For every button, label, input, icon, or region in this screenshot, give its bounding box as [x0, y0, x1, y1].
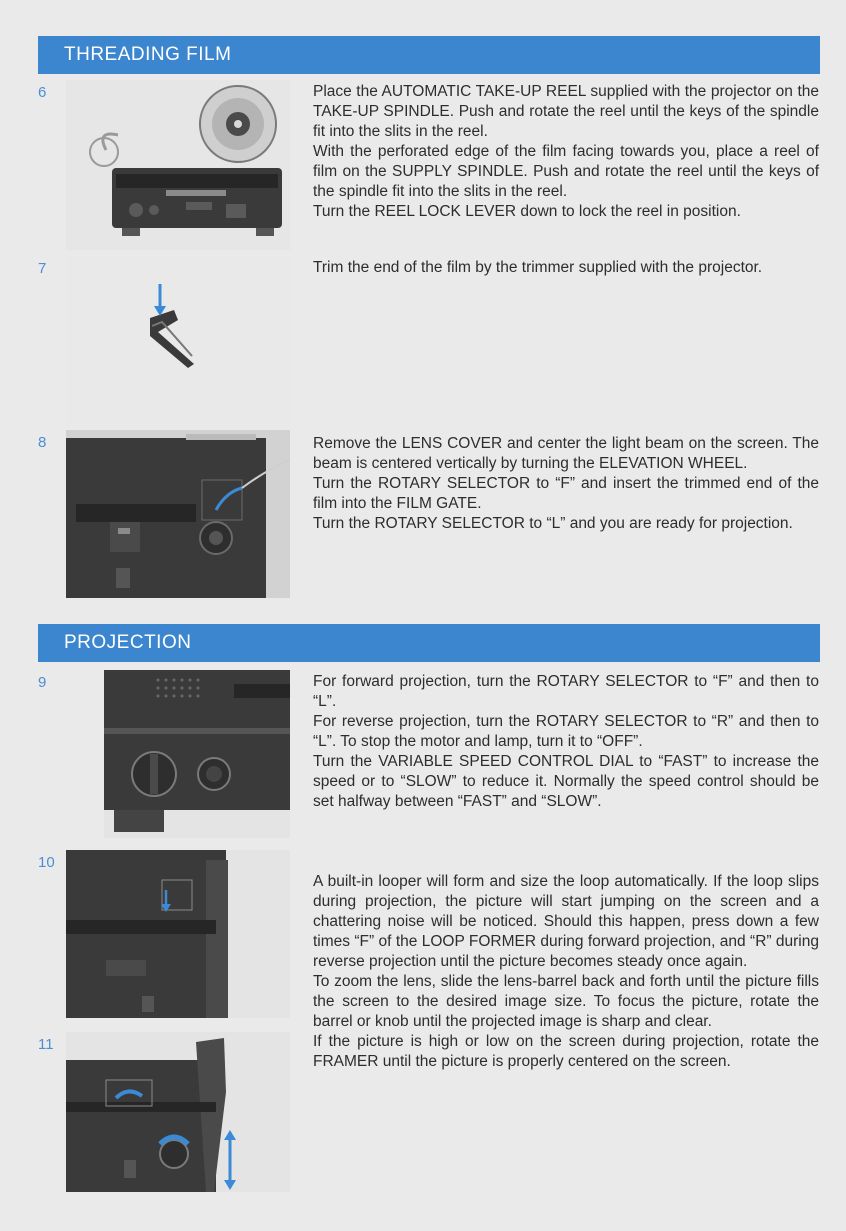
step-number-7: 7 [38, 260, 47, 277]
down-arrow-icon [154, 284, 166, 316]
step-number-9: 9 [38, 674, 47, 691]
step-6-text [313, 82, 819, 222]
paragraph: If the picture is high or low on the screen during projection, rotate the FRAMER until the picture is properly centered on the screen. [313, 1033, 819, 1070]
step-9-text [313, 672, 819, 812]
step-number-8: 8 [38, 434, 47, 451]
paragraph: Place the AUTOMATIC TAKE-UP REEL supplied with the projector on the TAKE-UP SPINDLE. Push and rotate the reel until the keys of the spindle fit into the slits in the reel. [313, 83, 819, 140]
step-number-6: 6 [38, 84, 47, 101]
paragraph: Remove the LENS COVER and center the light beam on the screen. The beam is centered vertically by turning the ELEVATION WHEEL. [313, 435, 819, 472]
paragraph: Turn the VARIABLE SPEED CONTROL DIAL to “FAST” to increase the speed or to “SLOW” to reduce it. Normally the speed control should be set halfway between “FAST” and “SLOW”. [313, 753, 819, 810]
photo-lens-and-film-gate [66, 430, 290, 598]
step-number-11: 11 [38, 1036, 54, 1053]
step-10-11-text [313, 872, 819, 1072]
paragraph: To zoom the lens, slide the lens-barrel back and forth until the picture fills the screen to the desired image size. To focus the picture, rotate the barrel or knob until the projected image is sharp and clear. [313, 973, 819, 1030]
paragraph: With the perforated edge of the film facing towards you, place a reel of film on the SUPPLY SPINDLE. Push and rotate the reel until the keys of the spindle fit into the slits in the reel. [313, 143, 819, 200]
section-title: PROJECTION [64, 632, 192, 653]
paragraph: For reverse projection, turn the ROTARY SELECTOR to “R” and then to “L”. To stop the motor and lamp, turn it to “OFF”. [313, 713, 819, 750]
section-header-threading-film [38, 36, 820, 74]
step-number-10: 10 [38, 854, 55, 871]
paragraph: Trim the end of the film by the trimmer supplied with the projector. [313, 259, 763, 276]
photo-film-trimmer [66, 256, 290, 424]
photo-rotary-selector-and-speed-dial [104, 670, 290, 838]
paragraph: Turn the ROTARY SELECTOR to “L” and you are ready for projection. [313, 515, 793, 532]
section-title: THREADING FILM [64, 44, 232, 65]
step-8-text [313, 434, 819, 534]
step-7-text [313, 258, 819, 278]
photo-zoom-lens-and-framer [66, 1032, 290, 1192]
paragraph: A built-in looper will form and size the loop automatically. If the loop slips during projection, the picture will start jumping on the screen and a chattering noise will be noticed. Should this happen, press down a few times “F” of the LOOP FORMER during forward projection, and “R” during reverse projection until the picture becomes steady once again. [313, 873, 819, 970]
paragraph: Turn the REEL LOCK LEVER down to lock the reel in position. [313, 203, 741, 220]
section-header-projection [38, 624, 820, 662]
photo-projector-reels [66, 80, 290, 250]
paragraph: Turn the ROTARY SELECTOR to “F” and insert the trimmed end of the film into the FILM GATE. [313, 475, 819, 512]
photo-loop-former [66, 850, 290, 1018]
paragraph: For forward projection, turn the ROTARY SELECTOR to “F” and then to “L”. [313, 673, 819, 710]
